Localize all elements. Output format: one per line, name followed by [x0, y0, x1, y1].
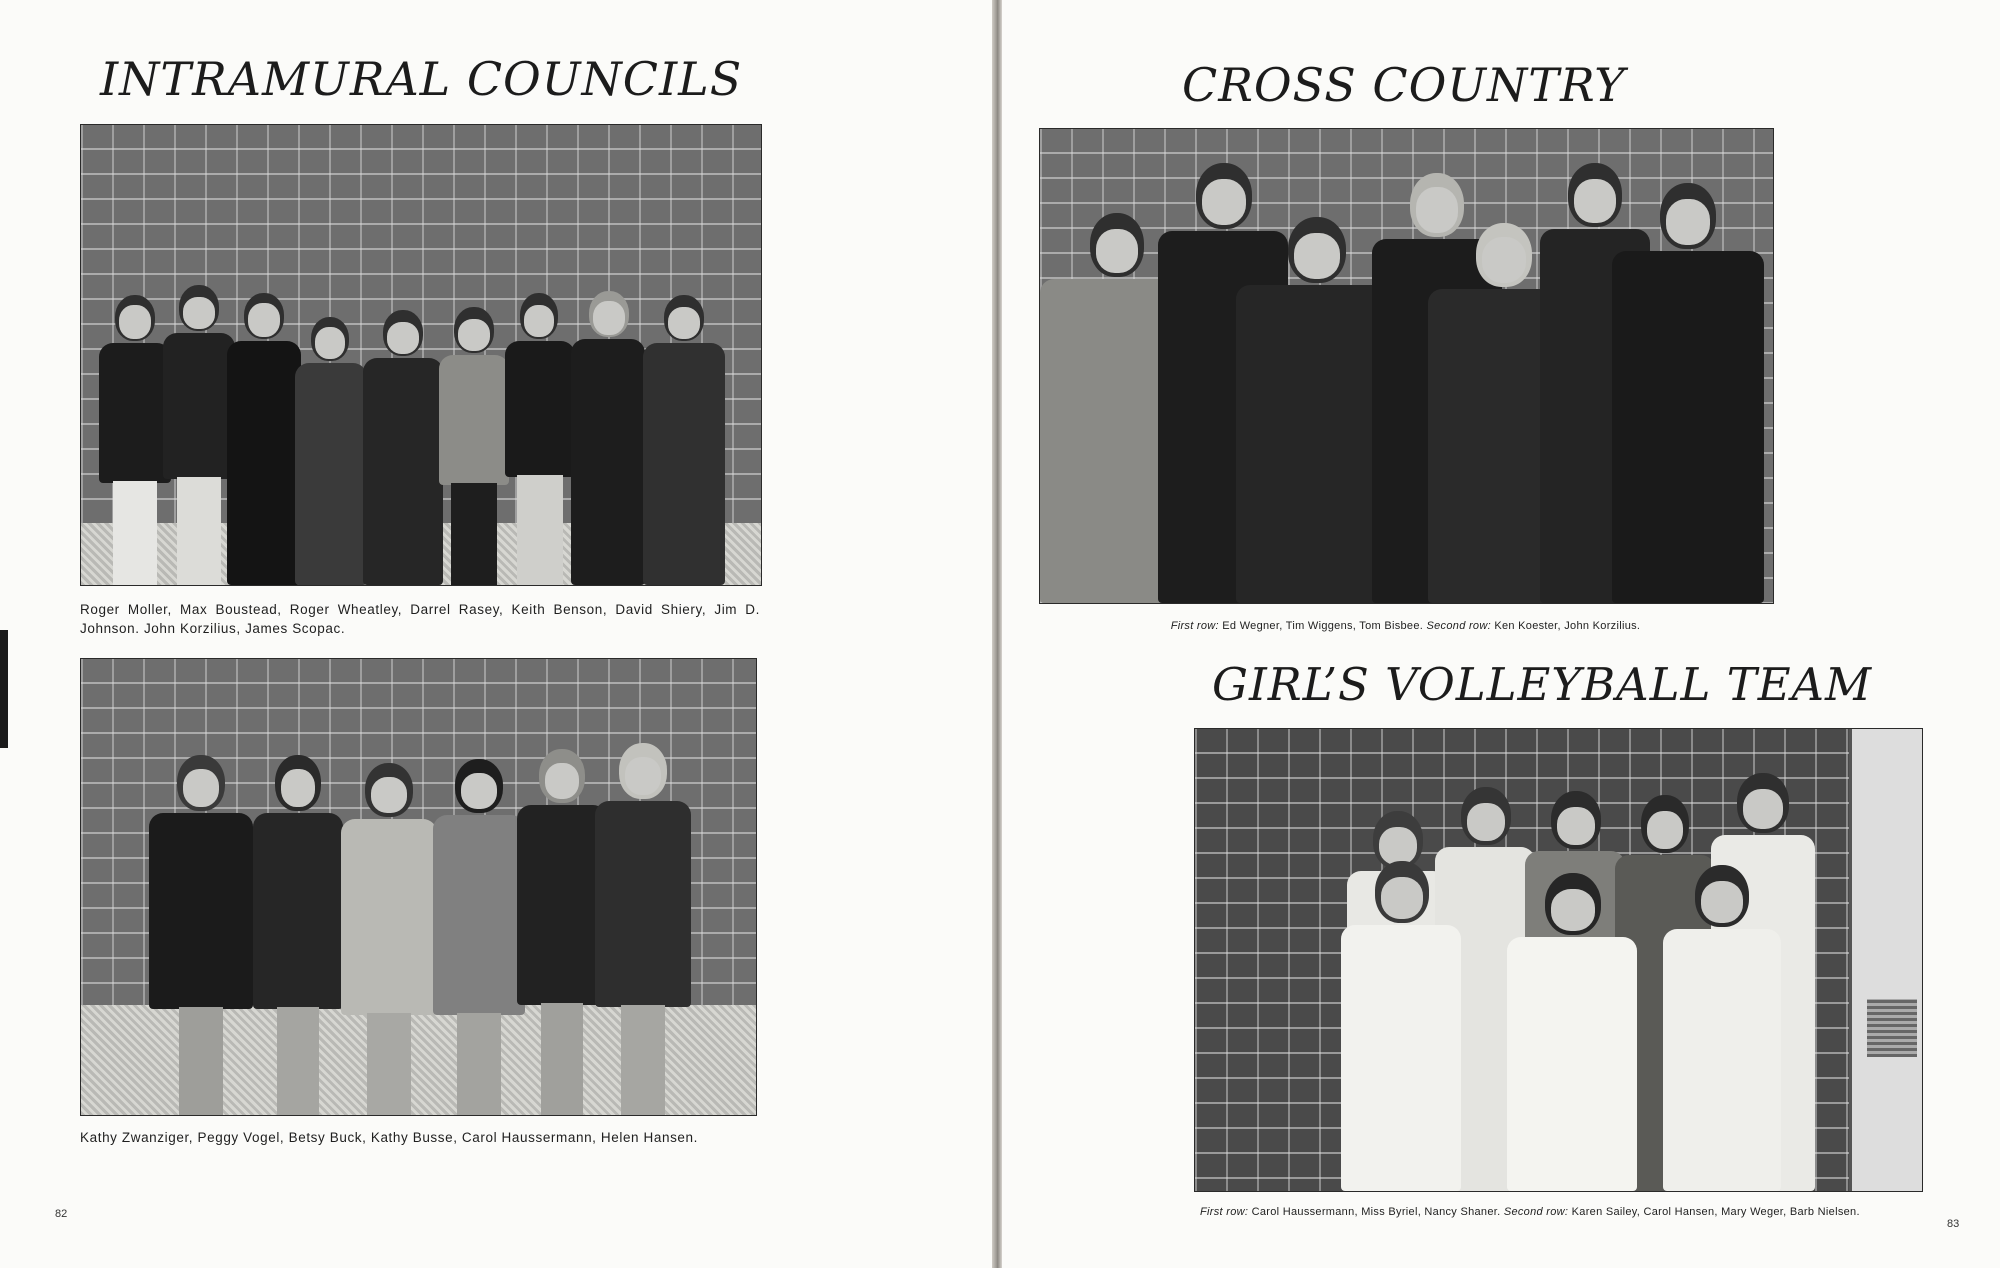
- page-number: 83: [1947, 1218, 1960, 1230]
- first-row-label: First row:: [1200, 1206, 1249, 1218]
- person-figure: [643, 295, 725, 585]
- person-figure: [595, 743, 691, 1115]
- person-figure: [341, 763, 437, 1115]
- person-figure: [227, 293, 301, 585]
- second-row-names: Karen Sailey, Carol Hansen, Mary Weger, Barb Nielsen.: [1571, 1206, 1860, 1218]
- doorway: [1849, 729, 1923, 1191]
- person-figure: [1663, 865, 1781, 1191]
- person-figure: [505, 293, 575, 585]
- cross-country-heading: CROSS COUNTRY: [1182, 58, 1626, 112]
- volleyball-photo: [1194, 728, 1923, 1192]
- intramural-councils-heading: INTRAMURAL COUNCILS: [100, 52, 743, 106]
- first-row-names: Ed Wegner, Tim Wiggens, Tom Bisbee.: [1222, 620, 1424, 632]
- volleyball-caption: [1200, 1204, 1920, 1220]
- cross-country-caption: [1039, 618, 1772, 634]
- book-gutter: [992, 0, 1002, 1268]
- person-figure: [363, 310, 443, 585]
- person-figure: [1236, 217, 1394, 603]
- person-figure: [517, 749, 607, 1115]
- first-row-names: Carol Haussermann, Miss Byriel, Nancy Shaner.: [1251, 1206, 1501, 1218]
- second-row-label: Second row:: [1426, 620, 1491, 632]
- intramural-men-caption: Roger Moller, Max Boustead, Roger Wheatley, Darrel Rasey, Keith Benson, David Shiery, Jim D. Johnson. John Korzilius, James Scopac.: [80, 602, 760, 636]
- person-figure: [1612, 183, 1764, 603]
- person-figure: [295, 317, 367, 585]
- page-number: 82: [55, 1208, 68, 1220]
- person-figure: [439, 307, 509, 585]
- right-page: [1002, 0, 2000, 1268]
- second-row-names: Ken Koester, John Korzilius.: [1494, 620, 1641, 632]
- person-figure: [163, 285, 235, 585]
- left-page: [0, 0, 992, 1268]
- intramural-women-photo: [80, 658, 757, 1116]
- first-row-label: First row:: [1170, 620, 1219, 632]
- person-figure: [1507, 873, 1637, 1191]
- person-figure: [253, 755, 343, 1115]
- person-figure: [149, 755, 253, 1115]
- second-row-label: Second row:: [1503, 1206, 1569, 1218]
- person-figure: [571, 291, 645, 585]
- cross-country-photo: [1039, 128, 1774, 604]
- intramural-men-photo: [80, 124, 762, 586]
- intramural-women-caption: Kathy Zwanziger, Peggy Vogel, Betsy Buck, Kathy Busse, Carol Haussermann, Helen Hansen.: [80, 1130, 698, 1145]
- person-figure: [99, 295, 171, 585]
- volleyball-heading: GIRL’S VOLLEYBALL TEAM: [1212, 658, 1873, 711]
- person-figure: [433, 759, 525, 1115]
- page-edge-mark: [0, 630, 8, 748]
- wall-vent: [1867, 999, 1917, 1057]
- person-figure: [1341, 861, 1461, 1191]
